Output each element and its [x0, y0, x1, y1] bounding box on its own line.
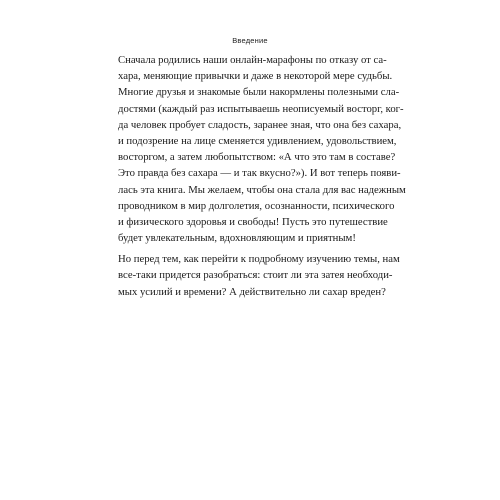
text-line: и подозрение на лице сменяется удивлением, удовольствием,	[118, 134, 397, 147]
text-line: и физического здоровья и свободы! Пусть это путешествие	[118, 215, 388, 228]
text-line: Это правда без сахара — и так вкусно?»). И вот теперь появи-	[118, 167, 401, 180]
text-line: хара, меняющие привычки и даже в некоторой мере судьбы.	[118, 70, 393, 83]
text-line: достями (каждый раз испытываешь неописуемый восторг, ког-	[118, 102, 404, 115]
text-line: Многие друзья и знакомые были накормлены полезными сла-	[118, 86, 400, 99]
text-line: проводником в мир долголетия, осознанности, психического	[118, 199, 395, 212]
running-head: Введение	[232, 36, 268, 45]
text-line: да человек пробует сладость, заранее зная, что она без сахара,	[118, 118, 402, 131]
text-line: мых усилий и времени? А действительно ли сахар вреден?	[118, 285, 386, 298]
text-line: лась эта книга. Мы желаем, чтобы она стала для вас надежным	[118, 183, 406, 196]
text-line: Сначала родились наши онлайн-марафоны по отказу от са-	[118, 54, 387, 66]
text-line: восторгом, а затем любопытством: «А что это там в составе?	[118, 151, 396, 164]
text-line: будет увлекательным, вдохновляющим и приятным!	[118, 232, 356, 245]
text-line: Но перед тем, как перейти к подробному изучению темы, нам	[118, 253, 400, 266]
text-line: все-таки придется разобраться: стоит ли эта затея необходи-	[118, 269, 393, 282]
paragraph-2	[118, 251, 400, 300]
paragraph-1	[118, 52, 406, 246]
body-text	[118, 52, 406, 300]
